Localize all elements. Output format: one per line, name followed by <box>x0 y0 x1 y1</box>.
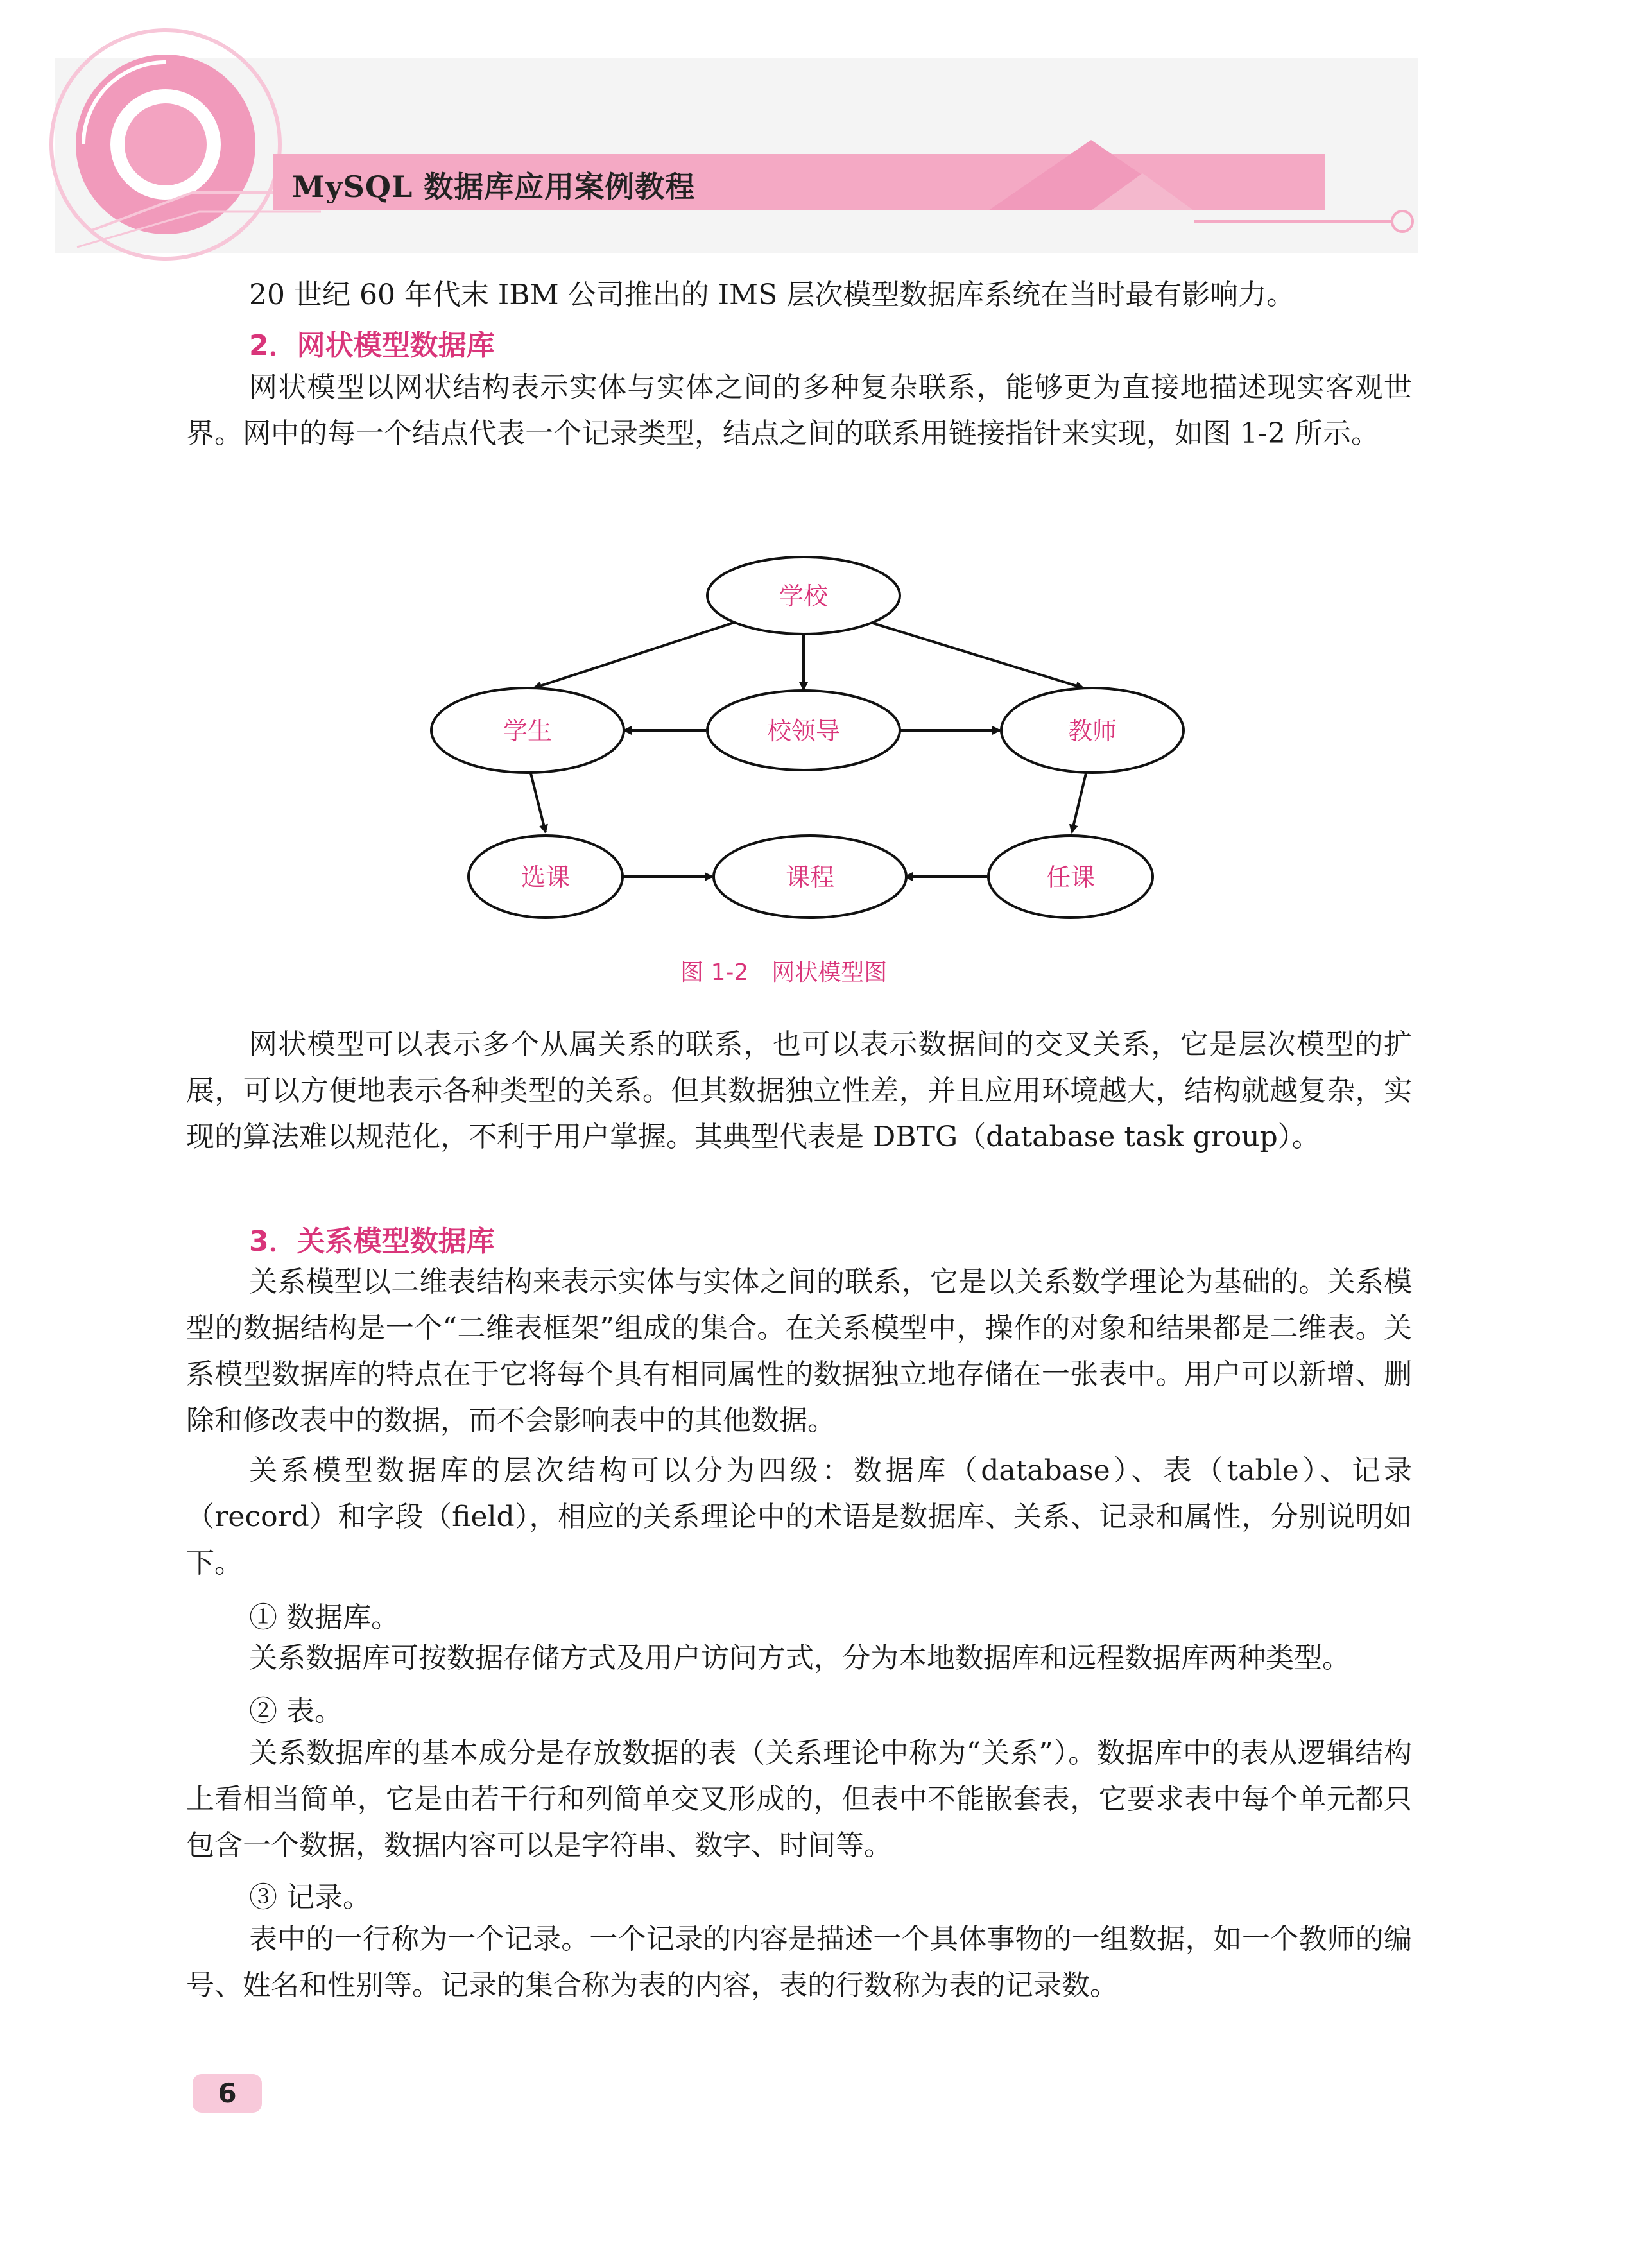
label-teaching: 任课 <box>1046 863 1096 891</box>
label-student: 学生 <box>503 717 553 745</box>
paragraph-table-desc: 关系数据库的基本成分是存放数据的表（关系理论中称为“关系”）。数据库中的表从逻辑结构上看相当简单，它是由若干行和列简单交叉形成的，但表中不能嵌套表，它要求表中每个单元都只包含一个数据，数据内容可以是字符串、数字、时间等。 <box>186 1737 1412 1862</box>
paragraph-relational-hierarchy: 关系模型数据库的层次结构可以分为四级：数据库（database）、表（table）、记录（record）和字段（field），相应的关系理论中的术语是数据库、关系、记录和属性，分别说明如下。 <box>186 1454 1412 1579</box>
page-number: 6 <box>193 2074 262 2113</box>
paragraph-network-model-intro: 网状模型以网状结构表示实体与实体之间的多种复杂联系，能够更为直接地描述现实客观世界。网中的每一个结点代表一个记录类型，结点之间的联系用链接指针来实现，如图 1-2 所示。 <box>186 371 1412 450</box>
edge-student-elective <box>531 773 546 832</box>
paragraph-record-desc: 表中的一行称为一个记录。一个记录的内容是描述一个具体事物的一组数据，如一个教师的编号、姓名和性别等。记录的集合称为表的内容，表的行数称为表的记录数。 <box>186 1923 1412 2002</box>
list-item-table: ② 表。 <box>249 1695 343 1728</box>
edge-school-student <box>534 621 738 688</box>
heading-network-model: 2．网状模型数据库 <box>249 329 495 362</box>
edge-school-teacher <box>866 621 1083 688</box>
figure-caption: 图 1-2 网状模型图 <box>680 959 888 986</box>
list-item-database: ① 数据库。 <box>249 1601 399 1634</box>
paragraph-database-desc: 关系数据库可按数据存储方式及用户访问方式，分为本地数据库和远程数据库两种类型。 <box>249 1642 1350 1674</box>
label-school: 学校 <box>779 582 829 610</box>
paragraph-relational-model-intro: 关系模型以二维表结构来表示实体与实体之间的联系，它是以关系数学理论为基础的。关系模型的数据结构是一个“二维表框架”组成的集合。在关系模型中，操作的对象和结果都是二维表。关系模型数据库的特点在于它将每个具有相同属性的数据独立地存储在一张表中。用户可以新增、删除和修改表中的数据，而不会影响表中的其他数据。 <box>186 1266 1413 1437</box>
list-item-record: ③ 记录。 <box>249 1881 371 1914</box>
paragraph-ims: 20 世纪 60 年代末 IBM 公司推出的 IMS 层次模型数据库系统在当时最有影响力。 <box>249 279 1295 311</box>
label-elective: 选课 <box>521 863 571 891</box>
label-course: 课程 <box>785 863 835 891</box>
paragraph-network-model-detail: 网状模型可以表示多个从属关系的联系，也可以表示数据间的交叉关系，它是层次模型的扩展，可以方便地表示各种类型的关系。但其数据独立性差，并且应用环境越大，结构就越复杂，实现的算法难以规范化，不利于用户掌握。其典型代表是 DBTG（database task group）。 <box>186 1028 1412 1153</box>
network-model-diagram <box>0 0 1627 963</box>
edge-teacher-teaching <box>1072 773 1086 832</box>
label-teacher: 教师 <box>1067 717 1117 745</box>
book-title: MySQL 数据库应用案例教程 <box>292 169 696 204</box>
label-leader: 校领导 <box>766 717 841 745</box>
heading-relational-model: 3．关系模型数据库 <box>249 1225 495 1258</box>
